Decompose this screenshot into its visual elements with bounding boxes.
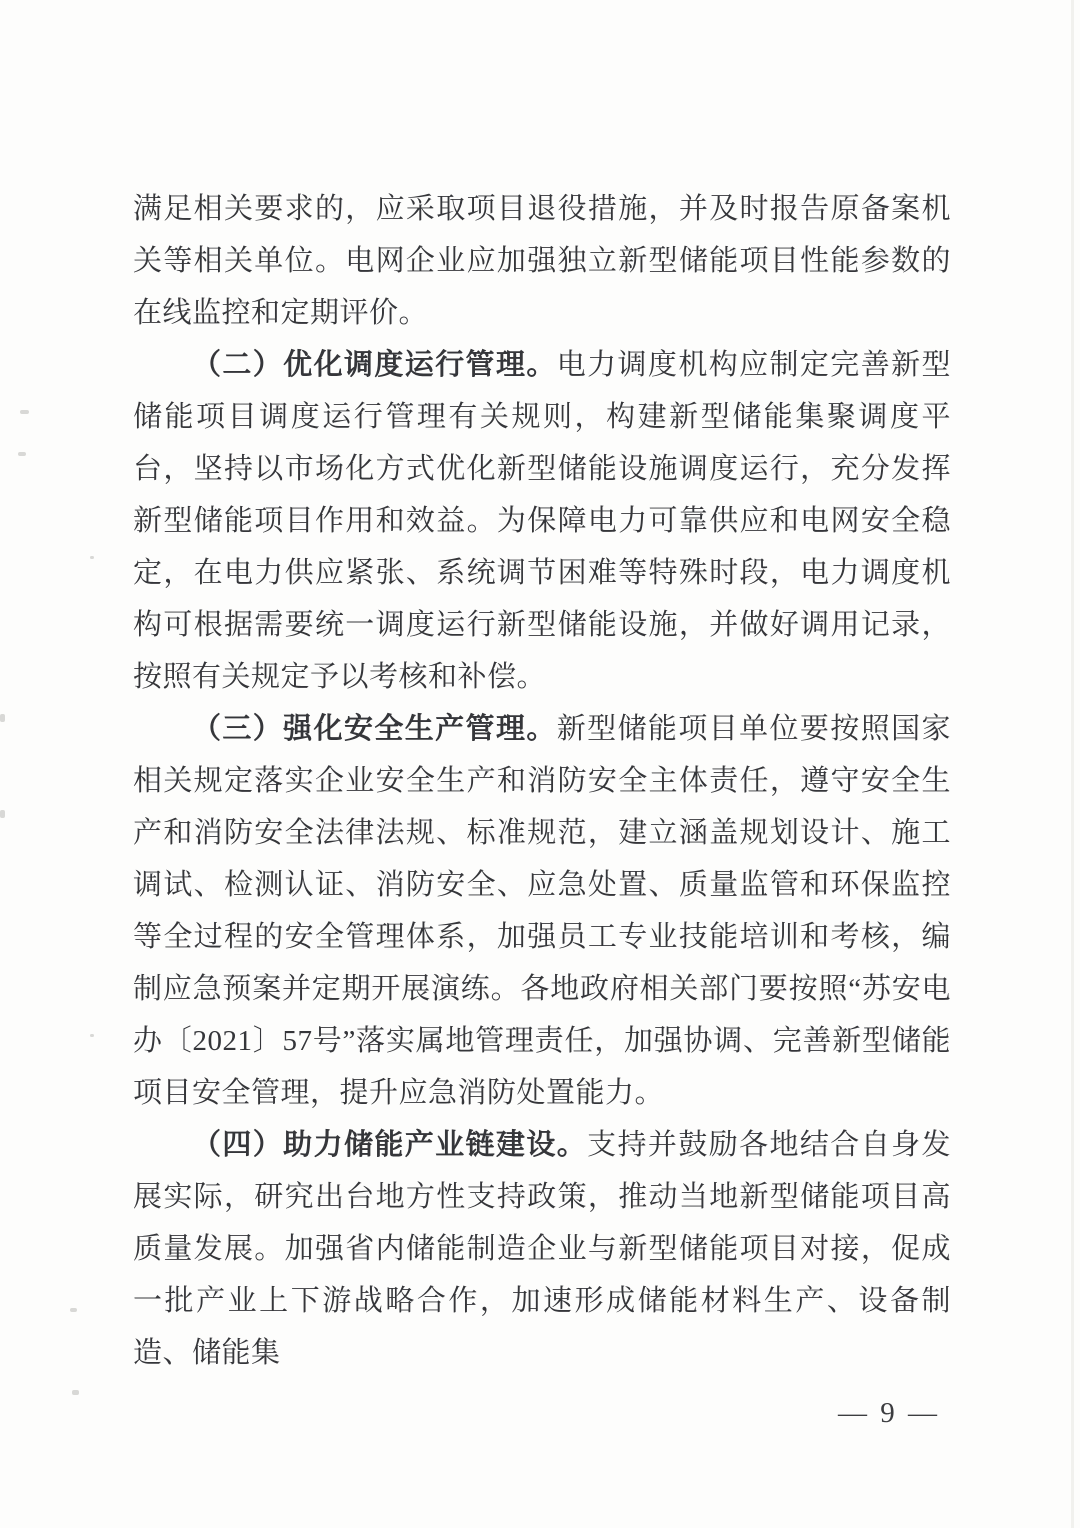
scan-edge-shadow bbox=[1071, 0, 1074, 1528]
scan-speck bbox=[72, 1390, 79, 1395]
scan-speck bbox=[90, 1034, 94, 1037]
scan-speck bbox=[70, 1308, 77, 1312]
paragraph-lead: （三）强化安全生产管理。 bbox=[192, 713, 557, 745]
paragraph-lead: （二）优化调度运行管理。 bbox=[192, 349, 557, 381]
scan-speck bbox=[20, 410, 29, 414]
paragraph-section-3 bbox=[133, 703, 951, 1119]
document-body bbox=[133, 183, 951, 1379]
paragraph-text: 新型储能项目单位要按照国家相关规定落实企业安全生产和消防安全主体责任，遵守安全生产和消防安全法律法规、标准规范，建立涵盖规划设计、施工调试、检测认证、消防安全、应急处置、质量监管和环保监控等全过程的安全管理体系，加强员工专业技能培训和考核，编制应急预案并定期开展演练。各地政府相关部门要按照“苏安电办〔2021〕57号”落实属地管理责任，加强协调、完善新型储能项目安全管理，提升应急消防处置能力。 bbox=[133, 713, 951, 1109]
paragraph-text: 满足相关要求的，应采取项目退役措施，并及时报告原备案机关等相关单位。电网企业应加强独立新型储能项目性能参数的在线监控和定期评价。 bbox=[133, 193, 951, 329]
scan-speck bbox=[90, 556, 94, 559]
paragraph-text: 电力调度机构应制定完善新型储能项目调度运行管理有关规则，构建新型储能集聚调度平台，坚持以市场化方式优化新型储能设施调度运行，充分发挥新型储能项目作用和效益。为保障电力可靠供应和电网安全稳定，在电力供应紧张、系统调节困难等特殊时段，电力调度机构可根据需要统一调度运行新型储能设施，并做好调用记录，按照有关规定予以考核和补偿。 bbox=[133, 349, 951, 693]
paragraph-continuation bbox=[133, 183, 951, 339]
scan-speck bbox=[18, 452, 26, 456]
paragraph-section-2 bbox=[133, 339, 951, 703]
page-number: — 9 — bbox=[838, 1397, 940, 1429]
paragraph-text: 支持并鼓励各地结合自身发展实际，研究出台地方性支持政策，推动当地新型储能项目高质量发展。加强省内储能制造企业与新型储能项目对接，促成一批产业上下游战略合作，加速形成储能材料生产、设备制造、储能集 bbox=[133, 1129, 951, 1369]
paragraph-lead: （四）助力储能产业链建设。 bbox=[192, 1129, 588, 1161]
paragraph-section-4 bbox=[133, 1119, 951, 1379]
scan-speck bbox=[0, 810, 5, 818]
scan-speck bbox=[0, 714, 5, 722]
